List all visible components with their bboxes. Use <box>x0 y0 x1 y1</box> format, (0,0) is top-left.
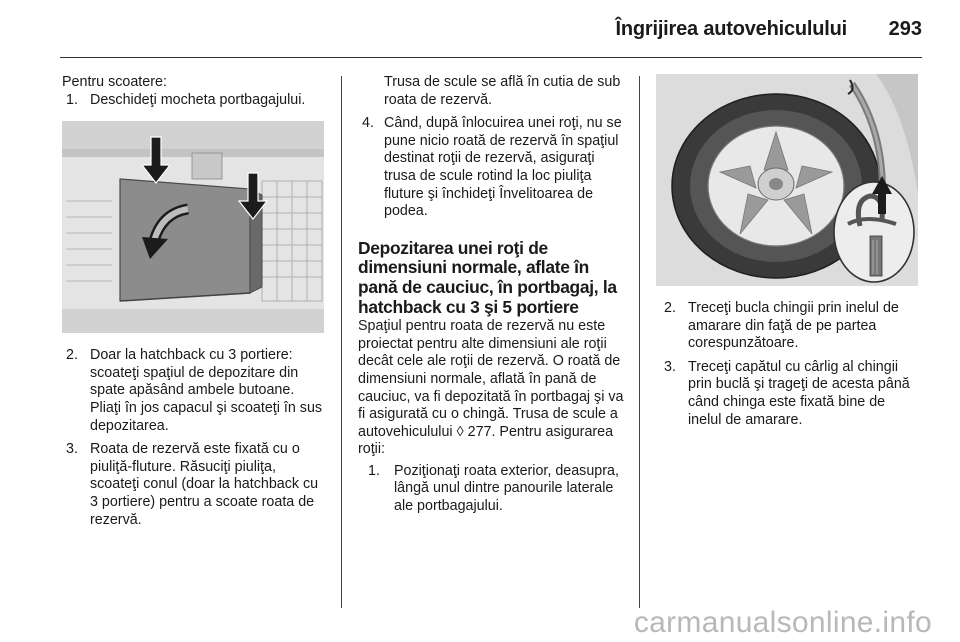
spare-wheel-strap-illustration <box>656 74 918 286</box>
page-ref-icon: ◊ <box>456 423 464 440</box>
steps-list-4 <box>358 463 624 516</box>
step-item <box>66 441 324 529</box>
step-number: 2. <box>664 300 676 316</box>
step-text: Roata de rezervă este fixată cu o piuliţă-fluture. Răsuciţi piuliţa, scoateţi conul (doar la hatchback cu 3 portiere) pentru a scoate roata de rezervă. <box>90 441 319 528</box>
section-paragraph <box>358 318 624 459</box>
step-text: Poziţionaţi roata exterior, deasupra, lângă unul dintre panourile laterale ale portbagajului. <box>394 462 619 515</box>
step-text: Treceţi capătul cu cârlig al chingii prin buclă şi trageţi de acesta până când chinga este fixată bine de inelul de amarare. <box>688 358 910 428</box>
step-text: Când, după înlocuirea unei roţi, nu se pune nicio roată de rezervă în spaţiul destinat roţii de rezervă, asiguraţi trusa de scule rotind la loc piuliţa fluture şi închideţi Învelitoarea de podea. <box>384 115 622 220</box>
step-number: 3. <box>66 441 78 458</box>
step-item <box>368 463 624 516</box>
step-number: 1. <box>66 91 78 108</box>
page-ref-number[interactable]: 277 <box>463 423 492 440</box>
storage-compartment-illustration <box>62 121 324 333</box>
step-number: 2. <box>66 347 78 364</box>
step-text: Treceţi bucla chingii prin inelul de amarare din faţă de pe partea corespunzătoare. <box>688 300 899 352</box>
steps-list-5 <box>656 300 922 429</box>
page-header <box>60 0 922 58</box>
continuation-text: Trusa de scule se află în cutia de sub roata de rezervă. <box>384 74 621 108</box>
watermark: carmanualsonline.info <box>633 606 932 639</box>
page-title: Îngrijirea autovehiculului <box>615 18 847 40</box>
intro-text: Pentru scoatere: <box>62 74 167 90</box>
step-number: 4. <box>362 115 374 132</box>
step-item <box>664 359 922 429</box>
column-1 <box>62 74 324 529</box>
paragraph-text-end: . Pentru asigurarea roţii: <box>358 423 614 458</box>
step-item <box>358 115 624 221</box>
steps-list-3 <box>358 115 624 221</box>
paragraph-text: Spaţiul pentru roata de rezervă nu este proiectat pentru alte dimensiuni ale roţii decât cele ale roţii de rezervă. O roată de dimensiuni normale, aflată în pană de cauciuc, va fi depozitată în portbagaj şi va fi asigurată cu o chingă. Trusa de scule a autovehiculului <box>358 318 624 440</box>
step-item <box>664 300 922 353</box>
step-text: Deschideţi mocheta portbagajului. <box>90 91 306 108</box>
step-number: 1. <box>368 462 380 479</box>
step-item <box>66 92 324 110</box>
page-number: 293 <box>888 18 922 40</box>
column-divider-1 <box>341 76 342 608</box>
column-2 <box>358 74 624 516</box>
step-number: 3. <box>664 358 676 375</box>
step-text: Doar la hatchback cu 3 portiere: scoateţi spaţiul de depozitare din spate apăsând ambele butoane. Pliaţi în jos capacul şi scoateţi în sus depozitarea. <box>90 347 323 434</box>
column-divider-2 <box>639 76 640 608</box>
steps-list-2 <box>62 347 324 529</box>
column-3 <box>656 74 922 429</box>
section-heading: Depozitarea unei roţi de dimensiuni normale, aflate în pană de cauciuc, în portbagaj, la hatchback cu 3 şi 5 portiere <box>358 237 617 317</box>
step-item <box>66 347 324 435</box>
steps-list-1 <box>62 92 324 110</box>
